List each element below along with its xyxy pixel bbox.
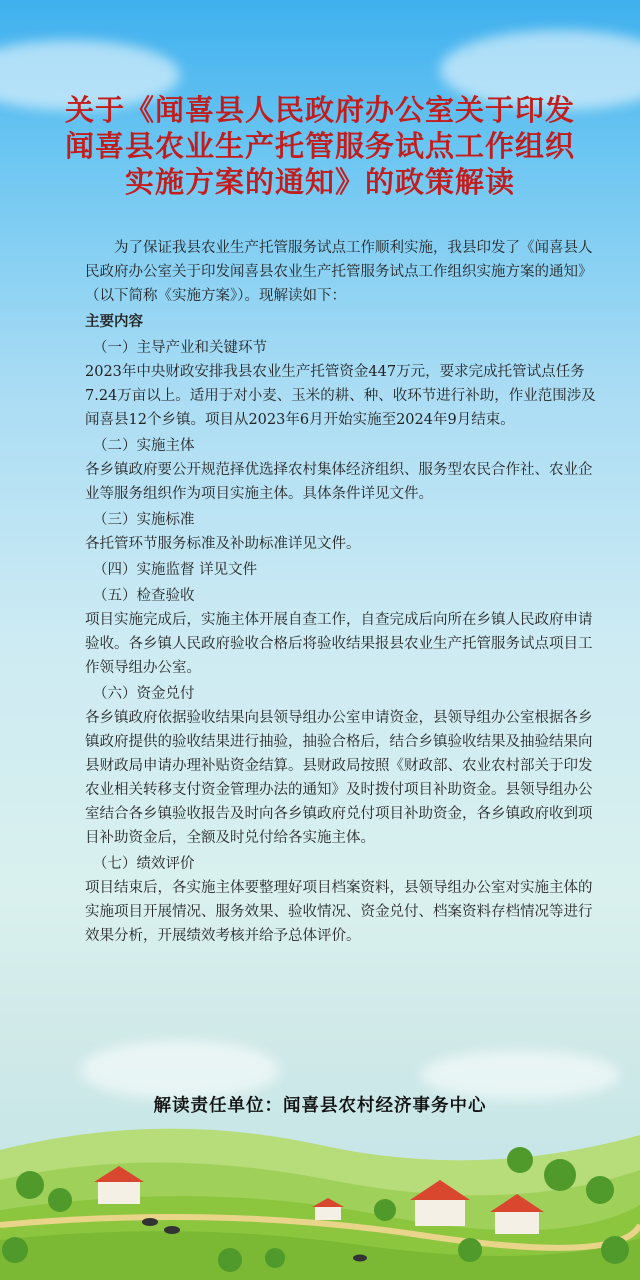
section-title-6: （六）资金兑付 bbox=[93, 686, 195, 702]
section-title-3: （三）实施标准 bbox=[93, 512, 195, 528]
page-title bbox=[0, 92, 640, 200]
section-body-1: 2023年中央财政安排我县农业生产托管资金447万元，要求完成托管试点任务7.24万亩以上。适用于对小麦、玉米的耕、种、收环节进行补助，作业范围涉及闻喜县12个乡镇。项目从2023年6月开始实施至2024年9月结束。 bbox=[85, 364, 596, 428]
title-line-2: 闻喜县农业生产托管服务试点工作组织 bbox=[64, 129, 575, 163]
section-title-7: （七）绩效评价 bbox=[93, 856, 195, 872]
title-line-3: 实施方案的通知》的政策解读 bbox=[124, 165, 515, 199]
farmland-illustration bbox=[0, 1110, 640, 1280]
section-body-3: 各托管环节服务标准及补助标准详见文件。 bbox=[85, 536, 361, 552]
main-content-heading: 主要内容 bbox=[85, 313, 143, 330]
cloud-decoration bbox=[80, 1040, 280, 1100]
responsible-unit: 解读责任单位：闻喜县农村经济事务中心 bbox=[153, 1096, 487, 1116]
document-body bbox=[85, 236, 605, 948]
section-title-5: （五）检查验收 bbox=[93, 588, 195, 604]
title-line-1: 关于《闻喜县人民政府办公室关于印发 bbox=[64, 93, 575, 127]
section-title-4: （四）实施监督 详见文件 bbox=[93, 562, 258, 578]
section-body-2: 各乡镇政府要公开规范择优选择农村集体经济组织、服务型农民合作社、农业企业等服务组织作为项目实施主体。具体条件详见文件。 bbox=[85, 462, 593, 502]
section-body-7: 项目结束后，各实施主体要整理好项目档案资料，县领导组办公室对实施主体的实施项目开展情况、服务效果、验收情况、资金兑付、档案资料存档情况等进行效果分析，开展绩效考核并给予总体评价。 bbox=[85, 880, 593, 944]
intro-paragraph: 为了保证我县农业生产托管服务试点工作顺利实施，我县印发了《闻喜县人民政府办公室关于印发闻喜县农业生产托管服务试点工作组织实施方案的通知》（以下简称《实施方案》）。现解读如下： bbox=[85, 240, 593, 304]
section-title-2: （二）实施主体 bbox=[93, 438, 195, 454]
section-title-1: （一）主导产业和关键环节 bbox=[93, 340, 267, 356]
section-body-5: 项目实施完成后，实施主体开展自查工作，自查完成后向所在乡镇人民政府申请验收。各乡镇人民政府验收合格后将验收结果报县农业生产托管服务试点项目工作领导组办公室。 bbox=[85, 612, 593, 676]
section-body-6: 各乡镇政府依据验收结果向县领导组办公室申请资金，县领导组办公室根据各乡镇政府提供的验收结果进行抽验，抽验合格后，结合乡镇验收结果及抽验结果向县财政局申请办理补贴资金结算。县财政局按照《财政部、农业农村部关于印发农业相关转移支付资金管理办法的通知》及时拨付项目补助资金。县领导组办公室结合各乡镇验收报告及时向各乡镇政府兑付项目补助资金，各乡镇政府收到项目补助资金后，全额及时兑付给各实施主体。 bbox=[85, 710, 593, 846]
